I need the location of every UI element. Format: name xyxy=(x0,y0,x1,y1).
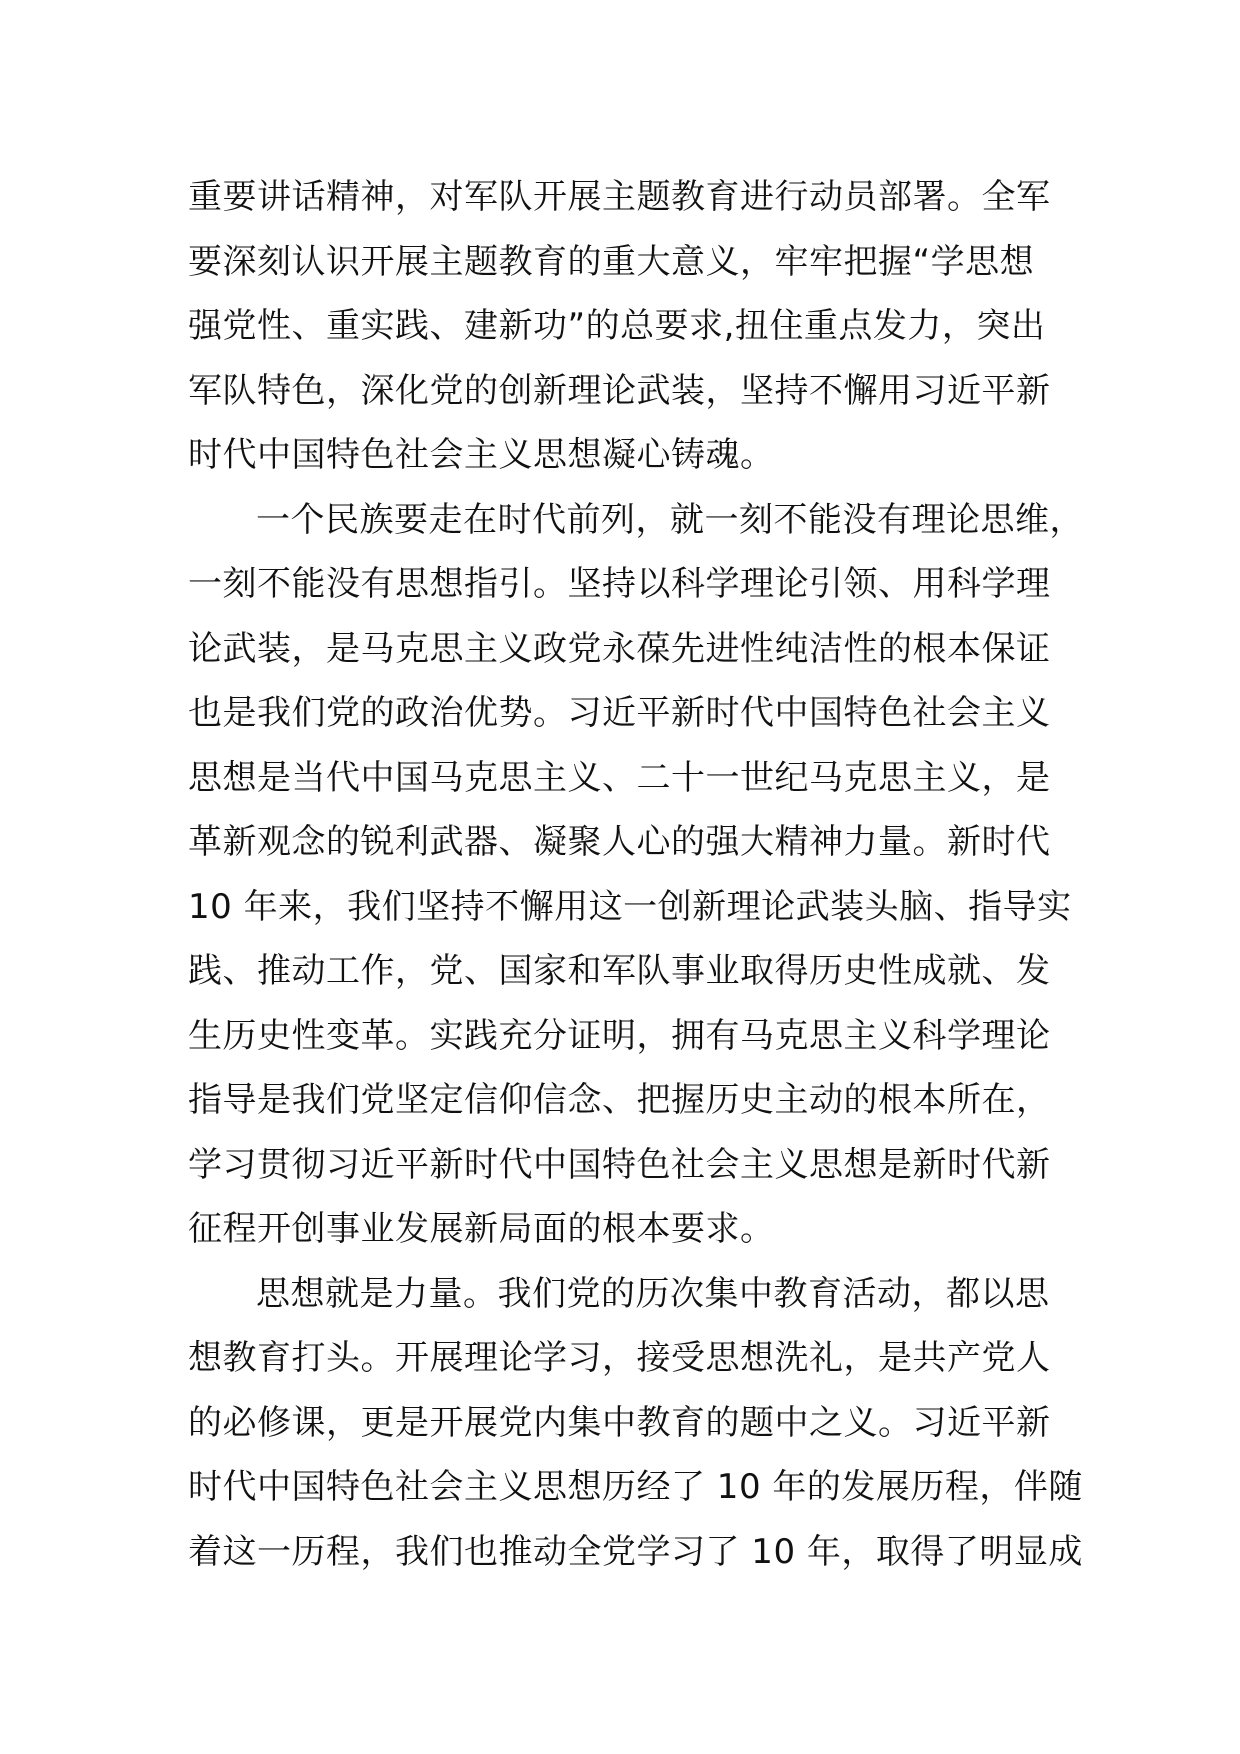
text-line: 军队特色，深化党的创新理论武装，坚持不懈用习近平新 xyxy=(188,370,1051,411)
text-line: 10 年来，我们坚持不懈用这一创新理论武装头脑、指导实 xyxy=(188,886,1072,927)
text-line: 论武装，是马克思主义政党永葆先进性纯洁性的根本保证 xyxy=(188,628,1051,669)
text-line: 征程开创事业发展新局面的根本要求。 xyxy=(188,1209,775,1249)
text-line: 践、推动工作，党、国家和军队事业取得历史性成就、发 xyxy=(188,951,1051,991)
text-line: 革新观念的锐利武器、凝聚人心的强大精神力量。新时代 xyxy=(188,822,1051,862)
text-line: 学习贯彻习近平新时代中国特色社会主义思想是新时代新 xyxy=(188,1144,1051,1185)
paragraph-first-line: 一个民族要走在时代前列，就一刻不能没有理论思维， xyxy=(256,499,1084,540)
text-line: 要深刻认识开展主题教育的重大意义，牢牢把握“学思想 xyxy=(188,241,1035,282)
text-line: 时代中国特色社会主义思想历经了 10 年的发展历程，伴随 xyxy=(188,1467,1083,1507)
text-line: 着这一历程，我们也推动全党学习了 10 年，取得了明显成 xyxy=(188,1531,1083,1572)
text-line: 重要讲话精神，对军队开展主题教育进行动员部署。全军 xyxy=(188,177,1051,217)
text-line: 的必修课，更是开展党内集中教育的题中之义。习近平新 xyxy=(188,1402,1051,1443)
text-line: 强党性、重实践、建新功”的总要求,扭住重点发力，突出 xyxy=(188,306,1046,346)
paragraph-first-line: 思想就是力量。我们党的历次集中教育活动，都以思 xyxy=(256,1273,1050,1314)
text-line: 时代中国特色社会主义思想凝心铸魂。 xyxy=(188,435,775,475)
text-line: 生历史性变革。实践充分证明，拥有马克思主义科学理论 xyxy=(188,1015,1051,1056)
text-line: 思想是当代中国马克思主义、二十一世纪马克思主义，是 xyxy=(188,757,1051,798)
body-text xyxy=(188,165,1084,1584)
text-line: 指导是我们党坚定信仰信念、把握历史主动的根本所在， xyxy=(188,1080,1051,1120)
text-line: 也是我们党的政治优势。习近平新时代中国特色社会主义 xyxy=(188,693,1051,733)
text-line: 一刻不能没有思想指引。坚持以科学理论引领、用科学理 xyxy=(188,564,1051,604)
text-line: 想教育打头。开展理论学习，接受思想洗礼，是共产党人 xyxy=(188,1338,1051,1378)
